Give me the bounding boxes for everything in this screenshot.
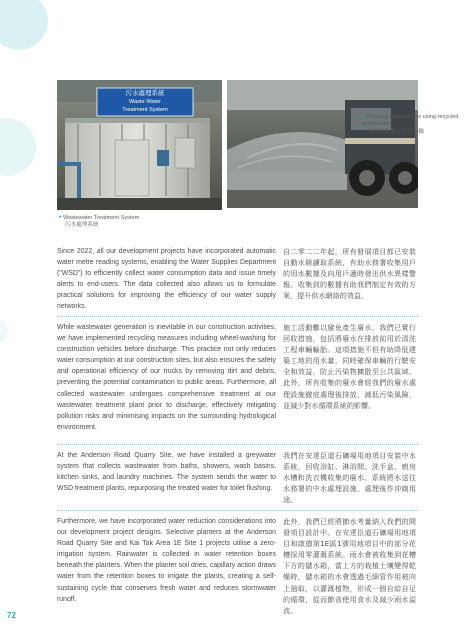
sign-line-en-2: Treatment System — [122, 107, 168, 113]
paragraph-4-en: Furthermore, we have incorporated water reduction considerations into our development project designs. Selective planters at the Anderson Road Quarry Site and Kai Tak Area 1E Site 1 projects utilise a zero-irrigation system. Rainwater is collected in water retention boxes beneath the planters. When the planter soil dries, capillary action draws water from the retention boxes to irrigate the plants, creating a self-sustaining cycle that conserves fresh water and reduces stormwater runoff. — [57, 518, 276, 603]
treatment-sign — [97, 88, 193, 116]
paragraph-3-en: At the Anderson Road Quarry Site, we have installed a greywater system that collects wastewater from baths, showers, wash basins, kitchen sinks, and laundry machines. The system sends the water to WSD treatment plants, repurposing the treated water for toilet flushing. — [57, 452, 276, 493]
caption-bullet-dot: • — [362, 113, 365, 120]
page-number: 72 — [7, 611, 16, 620]
decorative-circle-small — [0, 320, 8, 342]
section-divider — [57, 510, 419, 511]
section-divider — [57, 444, 419, 445]
section-divider — [57, 316, 419, 317]
wastewater-treatment-photo — [57, 80, 222, 210]
decorative-circle-top — [0, 0, 48, 50]
truck-wheel-washing-photo — [227, 80, 418, 208]
caption-right-en: Cleaning trunk wheels using recycled wastewater — [362, 114, 459, 128]
caption-wheel-washing — [362, 113, 468, 136]
caption-left-en: Wastewater Treatment System — [63, 215, 140, 221]
caption-wastewater-treatment — [59, 214, 139, 230]
sign-line-en-1: Waste Water — [129, 98, 161, 105]
caption-bullet-dot: • — [59, 214, 62, 221]
caption-left-zh: 污水處理系統 — [65, 222, 99, 229]
paragraph-1-en: Since 2022, all our development projects have incorporated automatic water metre reading systems, enabling the Water Supplies Department ("WSD") to efficiently collect water consumption data and issue timely alerts to end-users. The data collected also allows us to formulate practical solutions for improving the efficiency of our water supply networks. — [57, 248, 276, 311]
paragraph-3-zh: 我們在安達臣道石礦場用地項目安裝中水系統，回收浴缸、淋浴間、洗手盆、廚房水槽和洗衣機收集的廢水。系統將水送往水務署的中水處理設施，處理後作沖廁用途。 — [283, 451, 416, 505]
decorative-circle-middle — [0, 118, 36, 176]
paragraph-2-zh: 施工活動難以避免產生廢水，我們已實行回收措施，包括將廢水在排放前用於清洗工程車輛輪胎。這項措施不但有助降低建築工地的用水量，同時確保車輛的行駛安全和效益，防止污染物擴散至公共區域。此外，所有收集的廢水會經我們的廢水處理設施徹底處理後排放，減低污染風險，並減少對水循環系統的影響。 — [283, 323, 416, 410]
paragraph-2-en: While wastewater generation is inevitable in our construction activities, we have implemented recycling measures including wheel-washing for construction vehicles before discharge. This practice not only reduces water consumption at our construction sites, but also ensures the safety and operational efficiency of our trucks by removing dirt and debris, preventing the potential contamination to public areas. Furthermore, all collected wastewater undergoes comprehensive treatment at our wastewater treatment plant prior to discharge, effectively mitigating pollution risks and minimising impacts on the surrounding hydrological environment. — [57, 324, 276, 431]
sign-line-zh: 污水處理系統 — [125, 89, 165, 97]
caption-right-zh: 使用再生廢水清洗車輪 — [368, 128, 424, 135]
paragraph-4-zh: 此外，我們已經將節水考量納入我們的開發項目設計中。在安達臣道石礦場用地項目和啟德第1E區1號用地項目中的部分花槽採用零灌溉系統。雨水會被收集到花槽下方的儲水箱，當上方的栽植土壤變得乾燥時，儲水箱的水會透過毛細管作用被向上抽取，以灌溉植物，形成一個自給自足的循環，從而節省使用食水及減少雨水溢流。 — [283, 517, 416, 615]
paragraph-1-zh: 自二零二二年起，所有發展項目都已安裝自動水錶讀取系統，有助水務署收集用戶的用水數據及向用戶適時發出供水異樣警報。收集到的數據有助我們制定有效的方案，提升供水網絡的效益。 — [283, 247, 416, 301]
